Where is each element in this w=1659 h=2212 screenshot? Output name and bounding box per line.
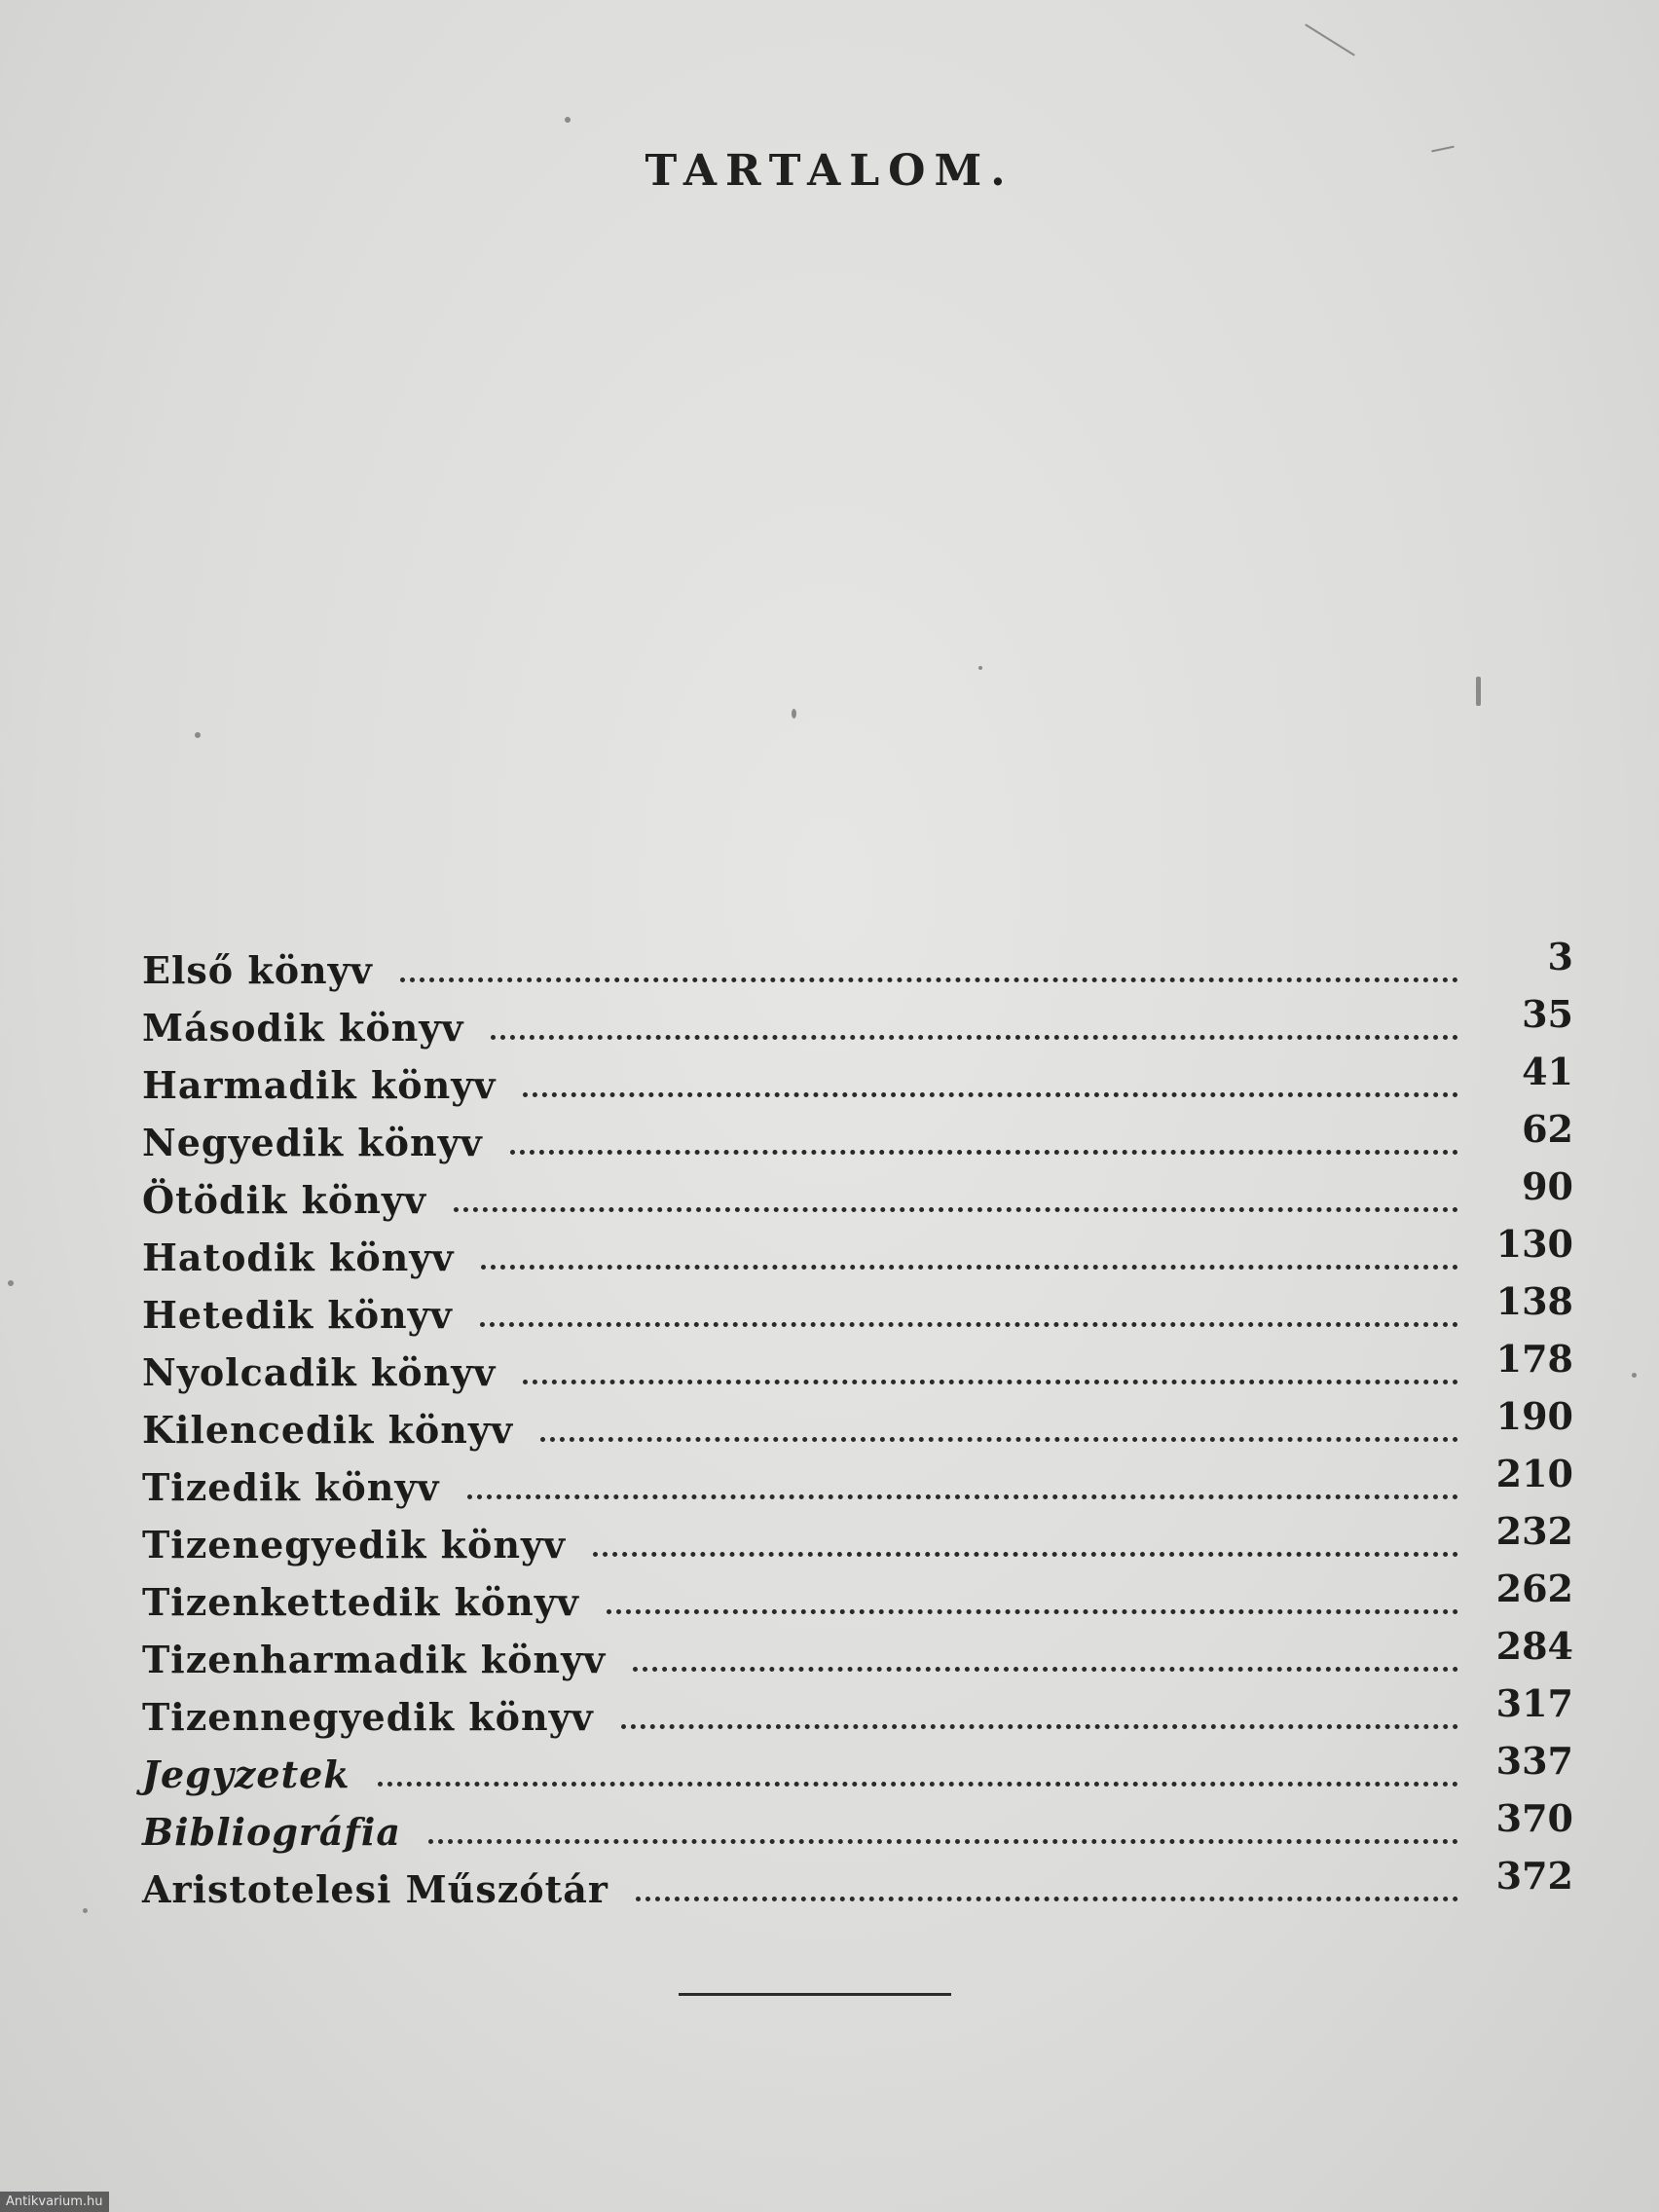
toc-page-number: 262: [1495, 1567, 1573, 1610]
toc-row: [142, 1394, 1573, 1452]
toc-row: [142, 1624, 1573, 1681]
toc-entry-label: Ötödik könyv: [142, 1178, 427, 1222]
dot-leader: [540, 1437, 1458, 1442]
toc-entry-label: Tizenkettedik könyv: [142, 1580, 579, 1624]
toc-row: [142, 1567, 1573, 1624]
toc-row: [142, 1509, 1573, 1567]
dot-leader: [400, 977, 1458, 982]
toc-row: [142, 1337, 1573, 1394]
dot-leader: [593, 1552, 1458, 1557]
paper-speck: [1632, 1373, 1637, 1378]
toc-page-number: 90: [1522, 1164, 1573, 1208]
toc-page-number: 370: [1495, 1796, 1573, 1840]
dot-leader: [621, 1724, 1458, 1729]
toc-page-number: 317: [1495, 1681, 1573, 1725]
toc-entry-label: Negyedik könyv: [142, 1121, 483, 1164]
dot-leader: [378, 1782, 1458, 1787]
toc-page-number: 210: [1495, 1452, 1573, 1495]
toc-entry-label: Nyolcadik könyv: [142, 1350, 497, 1394]
toc-row: [142, 1222, 1573, 1279]
toc-page-number: 62: [1522, 1107, 1573, 1151]
toc-row: [142, 935, 1573, 992]
table-of-contents: [142, 935, 1573, 1911]
toc-page-number: 138: [1495, 1279, 1573, 1323]
dot-leader: [523, 1380, 1458, 1384]
toc-row: [142, 1050, 1573, 1107]
toc-entry-label: Hatodik könyv: [142, 1235, 455, 1279]
dot-leader: [428, 1839, 1458, 1844]
toc-entry-label: Tizenegyedik könyv: [142, 1523, 567, 1567]
toc-page-number: 372: [1495, 1854, 1573, 1898]
toc-page-number: 337: [1495, 1739, 1573, 1783]
paper-speck: [978, 666, 982, 670]
dot-leader: [633, 1667, 1458, 1672]
closing-rule: [679, 1993, 951, 1996]
toc-entry-label: Kilencedik könyv: [142, 1408, 514, 1452]
toc-entry-label: Hetedik könyv: [142, 1293, 453, 1337]
toc-entry-label: Tizennegyedik könyv: [142, 1695, 594, 1739]
toc-page-number: 130: [1495, 1222, 1573, 1266]
toc-page-number: 178: [1495, 1337, 1573, 1381]
toc-row: [142, 1739, 1573, 1796]
dot-leader: [454, 1207, 1458, 1212]
toc-row: [142, 1452, 1573, 1509]
toc-page-number: 41: [1522, 1050, 1573, 1093]
toc-row: [142, 992, 1573, 1050]
dot-leader: [491, 1035, 1458, 1040]
dot-leader: [481, 1265, 1458, 1270]
dot-leader: [480, 1322, 1458, 1327]
dot-leader: [607, 1609, 1458, 1614]
toc-page-number: 3: [1547, 935, 1573, 978]
toc-row: [142, 1796, 1573, 1854]
paper-speck: [792, 709, 796, 719]
toc-entry-label: Második könyv: [142, 1006, 464, 1050]
dot-leader: [467, 1494, 1459, 1499]
toc-entry-label: Bibliográfia: [142, 1810, 401, 1854]
toc-page-number: 190: [1495, 1394, 1573, 1438]
toc-row: [142, 1854, 1573, 1911]
page-title: TARTALOM.: [645, 146, 1014, 196]
toc-entry-label: Első könyv: [142, 948, 373, 992]
toc-row: [142, 1279, 1573, 1337]
toc-entry-label: Harmadik könyv: [142, 1063, 497, 1107]
dot-leader: [523, 1092, 1458, 1097]
toc-row: [142, 1681, 1573, 1739]
toc-row: [142, 1164, 1573, 1222]
paper-speck: [565, 117, 571, 123]
toc-page-number: 232: [1495, 1509, 1573, 1553]
watermark: Antikvarium.hu: [0, 2192, 109, 2212]
toc-entry-label: Jegyzetek: [142, 1752, 350, 1796]
toc-entry-label: Tizenharmadik könyv: [142, 1638, 607, 1681]
toc-entry-label: Tizedik könyv: [142, 1465, 440, 1509]
toc-page-number: 284: [1495, 1624, 1573, 1668]
paper-speck: [83, 1908, 88, 1913]
toc-entry-label: Aristotelesi Műszótár: [142, 1867, 608, 1911]
dot-leader: [636, 1897, 1458, 1901]
toc-page-number: 35: [1522, 992, 1573, 1036]
paper-speck: [8, 1280, 14, 1286]
paper-speck: [1305, 23, 1355, 55]
paper-speck: [1476, 677, 1481, 706]
paper-speck: [195, 732, 201, 738]
toc-row: [142, 1107, 1573, 1164]
dot-leader: [510, 1150, 1458, 1155]
